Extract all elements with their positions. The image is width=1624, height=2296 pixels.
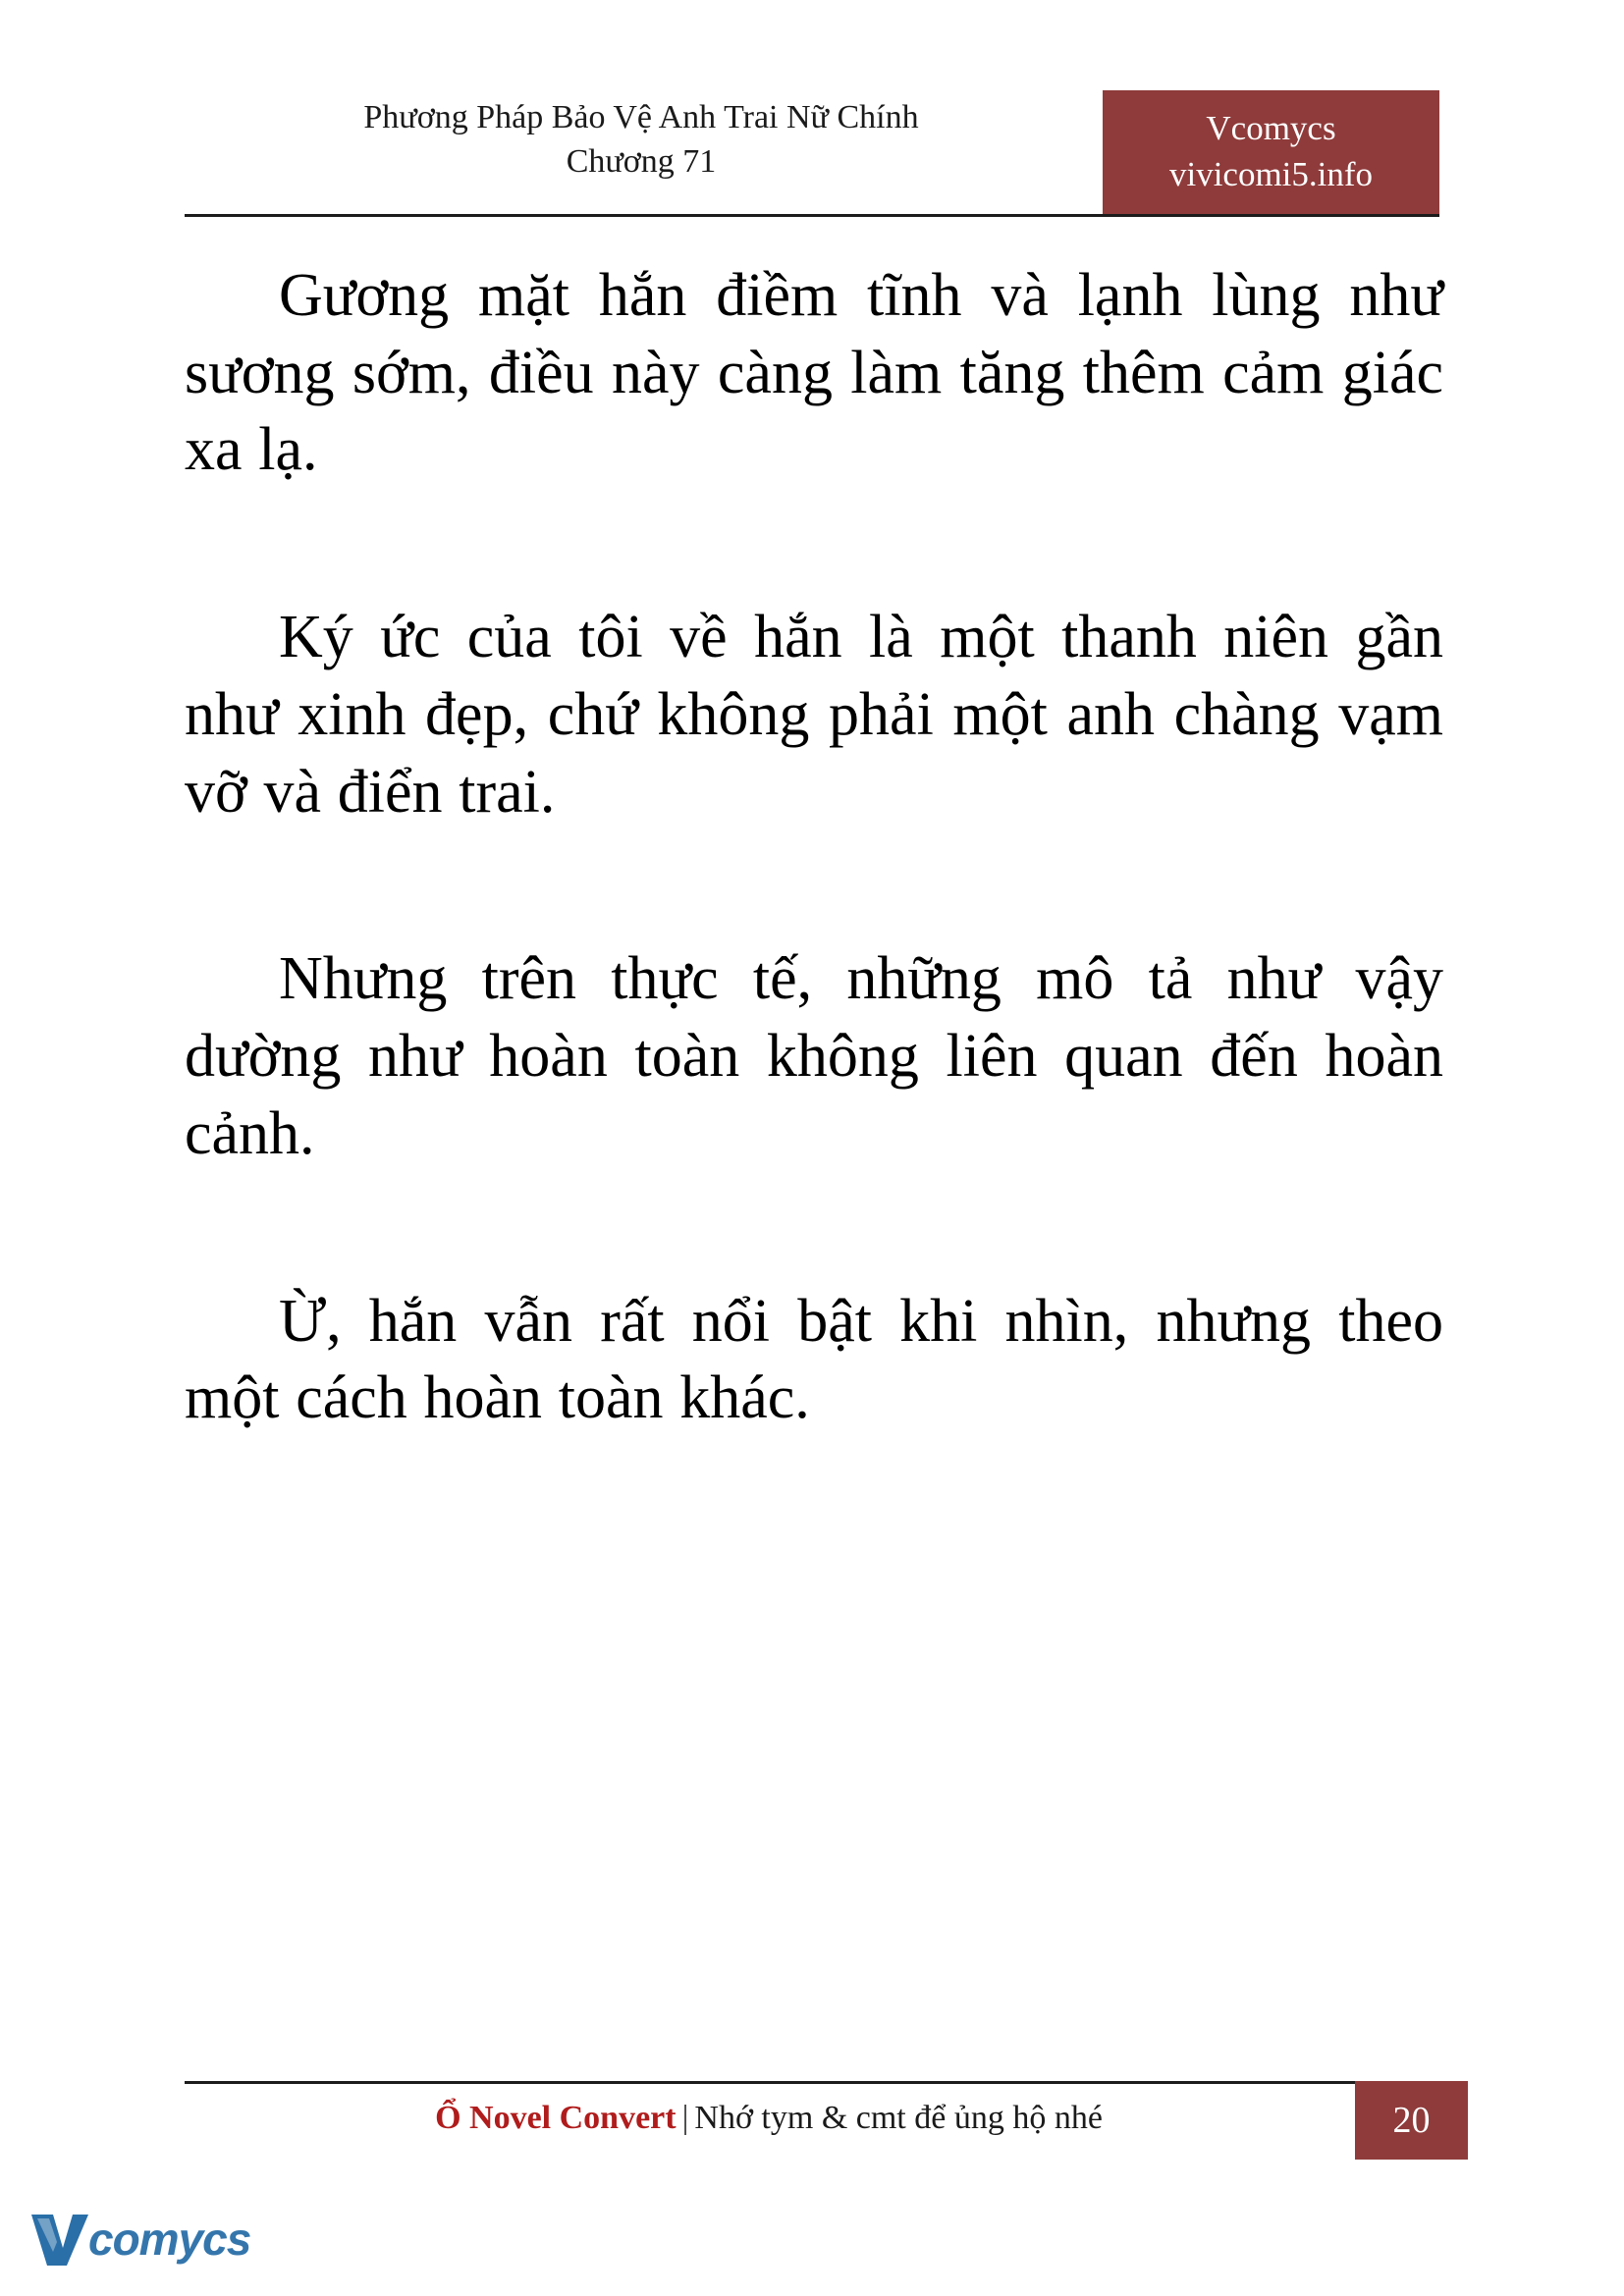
vcomycs-logo-icon xyxy=(27,2209,92,2269)
paragraph: Gương mặt hắn điềm tĩnh và lạnh lùng như sương sớm, điều này càng làm tăng thêm cảm giác xa lạ. xyxy=(185,262,1443,484)
footer-brand: Ổ Novel Convert xyxy=(435,2100,677,2136)
footer-divider xyxy=(185,2081,1439,2084)
header-divider xyxy=(185,214,1439,217)
site-badge-url: vivicomi5.info xyxy=(1168,155,1374,193)
footer-note: Nhớ tym & cmt để ủng hộ nhé xyxy=(694,2100,1103,2136)
watermark xyxy=(27,2207,283,2275)
paragraph: Ừ, hắn vẫn rất nổi bật khi nhìn, nhưng theo một cách hoàn toàn khác. xyxy=(185,1287,1443,1432)
watermark-label: comycs xyxy=(88,2214,251,2265)
book-title: Phương Pháp Bảo Vệ Anh Trai Nữ Chính xyxy=(363,99,919,135)
page-number: 20 xyxy=(1355,2081,1468,2160)
paragraph: Ký ức của tôi về hắn là một thanh niên gần như xinh đẹp, chứ không phải một anh chàng vạm vỡ và điển trai. xyxy=(185,604,1443,826)
page-header xyxy=(185,96,1439,212)
site-badge xyxy=(1103,90,1439,214)
page-footer xyxy=(185,2089,1439,2160)
site-badge-name: Vcomycs xyxy=(1206,109,1336,148)
header-title-block xyxy=(185,96,1098,185)
paragraph: Nhưng trên thực tế, những mô tả như vậy dường như hoàn toàn không liên quan đến hoàn cảnh. xyxy=(185,945,1443,1167)
chapter-label: Chương 71 xyxy=(566,142,717,180)
footer-separator: | xyxy=(681,2100,689,2136)
footer-text-block xyxy=(185,2095,1353,2142)
page-content xyxy=(185,257,1443,1437)
